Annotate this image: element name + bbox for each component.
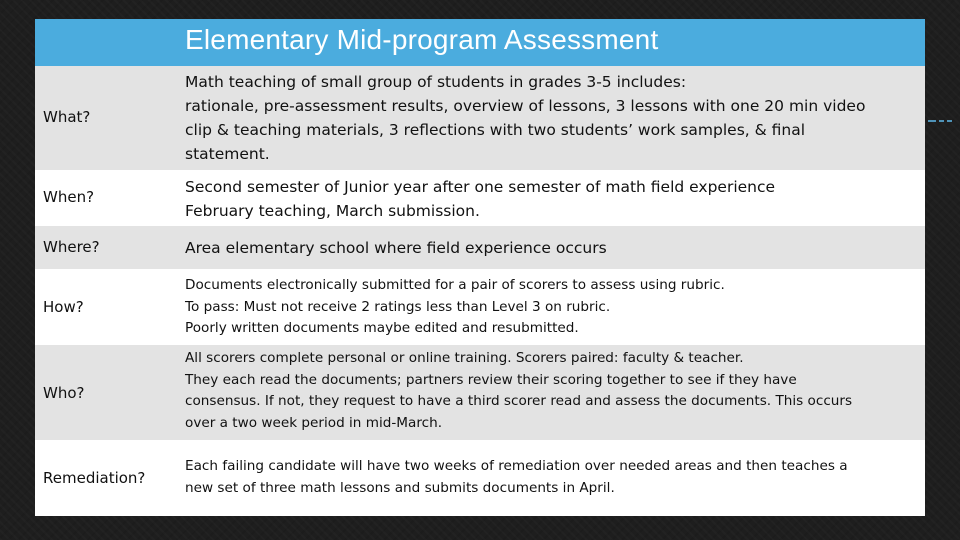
row-label-what: What? bbox=[43, 108, 91, 126]
content-line: consensus. If not, they request to have a third scorer read and assess the documents. This occurs bbox=[185, 393, 853, 409]
content-line: Area elementary school where field experience occurs bbox=[185, 239, 607, 257]
content-line: Documents electronically submitted for a pair of scorers to assess using rubric. bbox=[185, 277, 725, 293]
content-line: Each failing candidate will have two weeks of remediation over needed areas and then teaches a bbox=[185, 458, 848, 474]
assessment-table bbox=[35, 19, 925, 516]
table-row-who bbox=[35, 345, 925, 440]
content-line: February teaching, March submission. bbox=[185, 202, 480, 220]
content-line: To pass: Must not receive 2 ratings less than Level 3 on rubric. bbox=[185, 298, 611, 315]
slide-title: Elementary Mid-program Assessment bbox=[185, 24, 659, 55]
row-label-when: When? bbox=[43, 188, 95, 206]
content-line: Poorly written documents maybe edited and resubmitted. bbox=[185, 320, 579, 336]
row-content-what bbox=[185, 70, 910, 166]
content-line: Second semester of Junior year after one semester of math field experience bbox=[185, 178, 776, 196]
table-row-how bbox=[35, 269, 925, 345]
row-content-who bbox=[185, 348, 910, 434]
content-line: new set of three math lessons and submits documents in April. bbox=[185, 479, 615, 496]
content-line: They each read the documents; partners review their scoring together to see if they have bbox=[185, 371, 797, 388]
row-content-remediation bbox=[185, 456, 910, 499]
table-row-what bbox=[35, 66, 925, 170]
table-row-where bbox=[35, 226, 925, 269]
content-line: statement. bbox=[185, 145, 270, 163]
row-label-how: How? bbox=[43, 298, 84, 316]
row-content-where bbox=[185, 236, 910, 260]
content-line: Math teaching of small group of students in grades 3-5 includes: bbox=[185, 73, 687, 91]
content-line: over a two week period in mid-March. bbox=[185, 414, 443, 431]
content-line: clip & teaching materials, 3 reflections with two students’ work samples, & final bbox=[185, 121, 806, 139]
table-header bbox=[35, 19, 925, 66]
decorative-dash-icon bbox=[928, 117, 954, 125]
row-content-when bbox=[185, 175, 910, 223]
row-label-where: Where? bbox=[43, 238, 100, 256]
row-label-remediation: Remediation? bbox=[43, 469, 146, 487]
content-line: All scorers complete personal or online training. Scorers paired: faculty & teacher. bbox=[185, 350, 744, 366]
table-row-when bbox=[35, 170, 925, 226]
table-row-remediation bbox=[35, 440, 925, 516]
row-content-how bbox=[185, 275, 910, 340]
content-line: rationale, pre-assessment results, overview of lessons, 3 lessons with one 20 min video bbox=[185, 97, 866, 115]
row-label-who: Who? bbox=[43, 384, 85, 402]
